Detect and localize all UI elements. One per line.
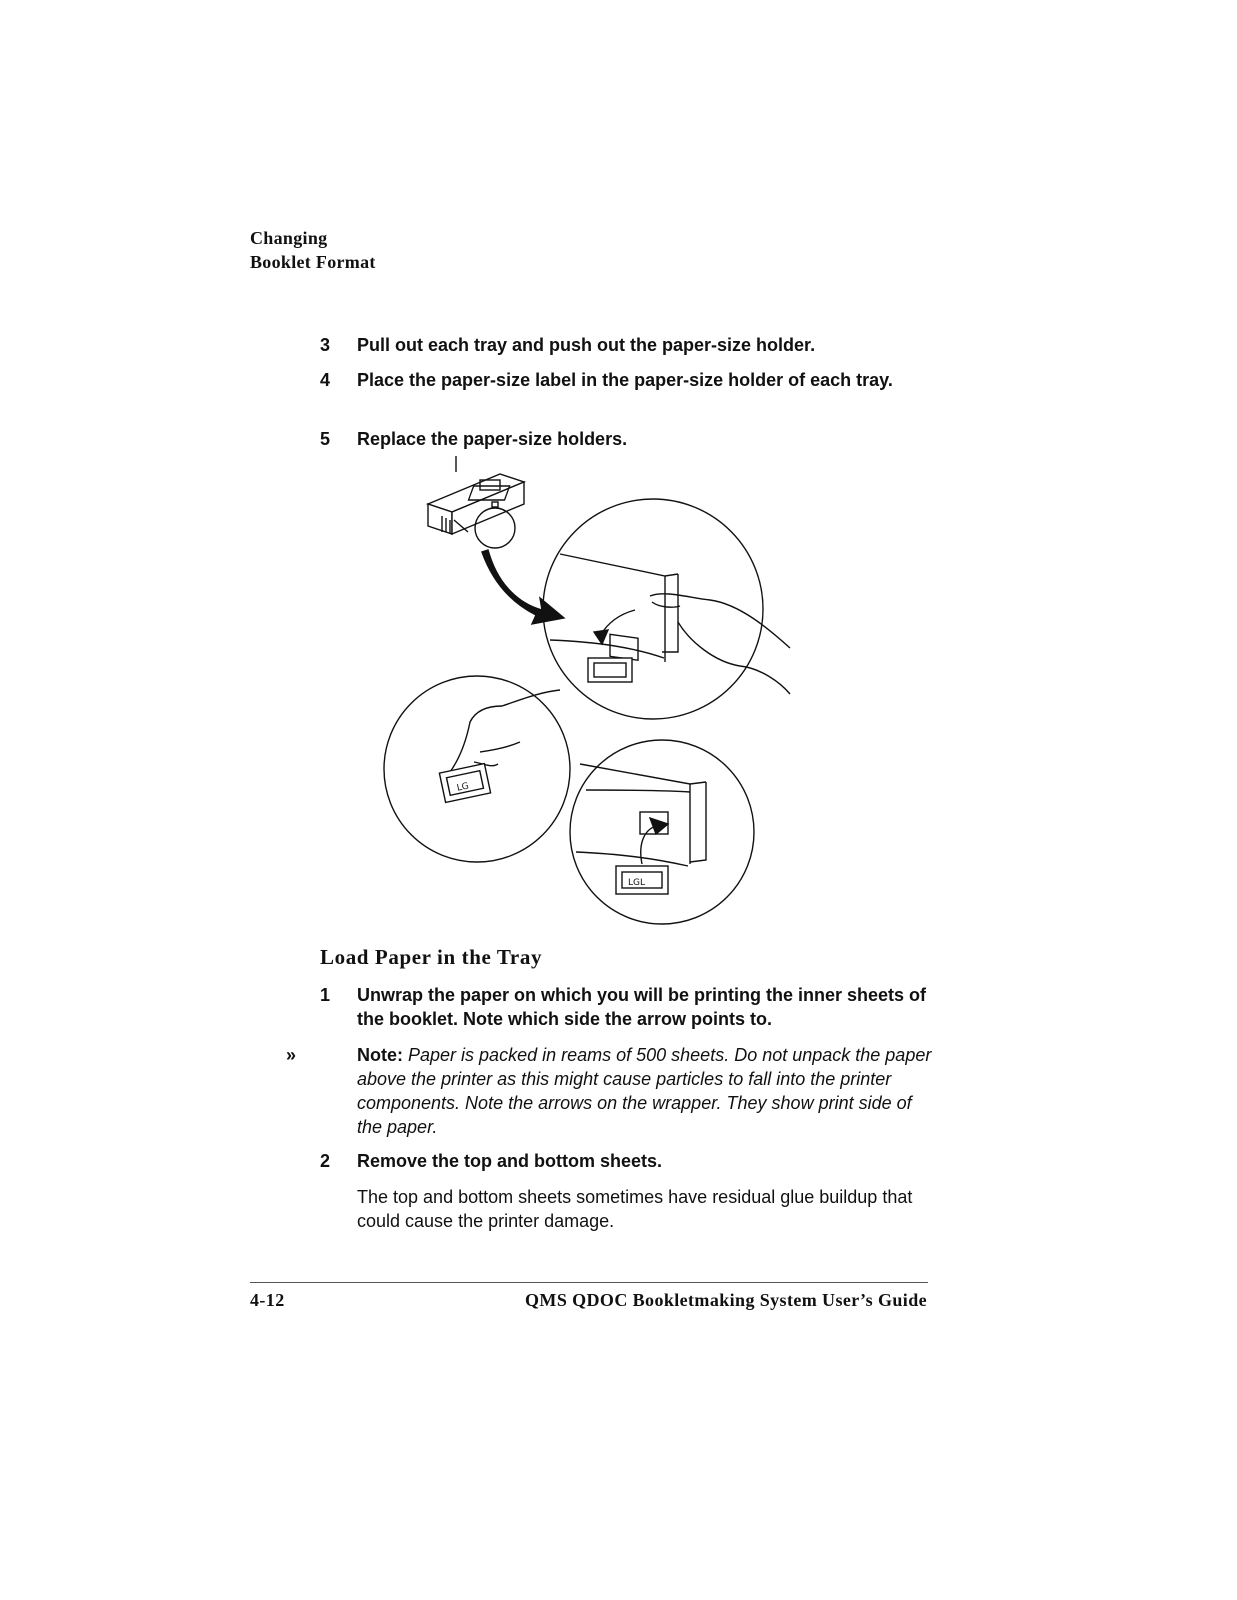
running-head xyxy=(250,226,376,274)
step-2 xyxy=(320,1149,930,1173)
body-paragraph: The top and bottom sheets sometimes have residual glue buildup that could cause the printer damage. xyxy=(357,1187,913,1231)
label-lg: LG xyxy=(455,781,470,794)
footer-rule xyxy=(250,1282,928,1283)
step-4 xyxy=(320,368,930,392)
footer-title: QMS QDOC Bookletmaking System User’s Guide xyxy=(525,1290,927,1310)
step-number: 4 xyxy=(320,370,331,390)
step-number: 2 xyxy=(320,1151,331,1171)
note-text: Paper is packed in reams of 500 sheets. Do not unpack the paper above the printer as this might cause particles to fall into the printer components. Note the arrows on the wrapper. They show print side of the paper. xyxy=(357,1045,932,1137)
detail-circle-left xyxy=(384,676,570,862)
step-5 xyxy=(320,427,930,451)
step-text: Pull out each tray and push out the paper-size holder. xyxy=(357,335,816,355)
tray-drawing xyxy=(428,456,524,548)
page-number: 4-12 xyxy=(250,1290,285,1310)
step-1 xyxy=(320,983,930,1031)
step-text: Replace the paper-size holders. xyxy=(357,429,628,449)
tray-illustration xyxy=(380,452,800,937)
label-lgl: LGL xyxy=(628,878,646,888)
step-3 xyxy=(320,333,930,357)
section-title: Load Paper in the Tray xyxy=(320,945,543,969)
step-text: Place the paper-size label in the paper-size holder of each tray. xyxy=(357,370,893,390)
note-label: Note: xyxy=(357,1045,403,1065)
curved-arrow-icon xyxy=(482,550,564,624)
detail-circle-top xyxy=(543,499,790,719)
detail-circle-right xyxy=(570,740,754,924)
step-text: Unwrap the paper on which you will be printing the inner sheets of the booklet. Note which side the arrow points to. xyxy=(357,985,927,1029)
note-marker-icon: » xyxy=(286,1045,297,1065)
running-head-line-1: Changing xyxy=(250,228,328,248)
step-number: 3 xyxy=(320,335,331,355)
note-block xyxy=(286,1043,936,1139)
running-head-line-2: Booklet Format xyxy=(250,252,376,272)
step-text: Remove the top and bottom sheets. xyxy=(357,1151,663,1171)
step-number: 1 xyxy=(320,985,331,1005)
step-number: 5 xyxy=(320,429,331,449)
note-body xyxy=(357,1043,936,1139)
